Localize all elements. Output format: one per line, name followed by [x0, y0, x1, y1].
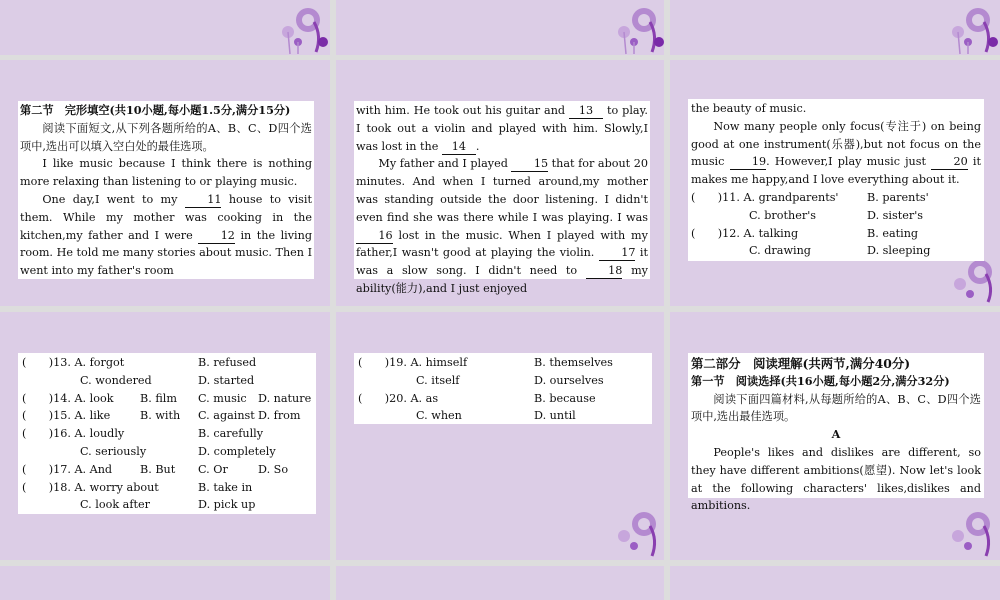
passage-paragraph: Now many people only focus(专注于) on being good at one instrument(乐器),but not focus on the music 19. However,I play music just 20 it makes me happy,and I love everything about it. — [691, 119, 981, 187]
option-a: ( )12. A. talking — [691, 226, 799, 240]
blank-11: 11 — [185, 193, 222, 208]
option-a: ( )14. A. look — [22, 391, 114, 405]
cloze-passage-part3 — [688, 99, 984, 261]
blank-12: 12 — [198, 229, 235, 244]
part-title: 第二部分 阅读理解(共两节,满分40分) — [691, 356, 911, 371]
passage-paragraph: People's likes and dislikes are different, so they have different ambitions(愿望). Now let's look at the following characters' likes,dislikes and ambitions. — [691, 445, 981, 513]
option-d: D. So — [258, 462, 289, 476]
question-13 — [22, 354, 312, 390]
option-d: D. ourselves — [534, 373, 604, 387]
blank-16: 16 — [356, 229, 393, 244]
blank-19: 19 — [730, 155, 767, 170]
question-12 — [691, 225, 981, 261]
option-d: D. pick up — [198, 498, 256, 512]
instruction-text: 阅读下面短文,从下列各题所给的A、B、C、D四个选项中,选出可以填入空白处的最佳选项。 — [20, 121, 312, 153]
option-b: B. But — [140, 462, 176, 476]
option-b: B. eating — [867, 226, 919, 240]
option-c: C. seriously — [80, 444, 147, 458]
option-d: D. sleeping — [867, 244, 931, 258]
option-a: ( )19. A. himself — [358, 356, 468, 369]
blank-17: 17 — [599, 246, 636, 261]
passage-letter: A — [831, 427, 841, 442]
option-d: D. nature — [258, 391, 312, 405]
option-b: B. carefully — [198, 427, 264, 441]
option-b: B. with — [140, 409, 181, 423]
option-c: C. brother's — [749, 208, 817, 222]
option-b: B. take in — [198, 480, 253, 494]
option-c: C. look after — [80, 498, 150, 512]
passage-paragraph: I like music because I think there is nothing more relaxing than listening to or playing music. — [20, 157, 312, 189]
blank-18: 18 — [586, 264, 623, 279]
slide-tile — [670, 566, 1000, 600]
option-d: D. sister's — [867, 208, 924, 222]
option-a: ( )17. A. And — [22, 462, 113, 476]
blank-15: 15 — [511, 157, 548, 172]
cloze-passage-part2 — [354, 101, 650, 295]
question-16 — [22, 425, 312, 461]
section-heading: 第二节 完形填空(共10小题,每小题1.5分,满分15分) — [20, 103, 291, 117]
slide-tile — [336, 566, 664, 600]
blank-14: 14 — [442, 140, 476, 155]
option-a: ( )16. A. loudly — [22, 427, 125, 441]
swirl-decoration-icon — [940, 254, 998, 304]
option-a: ( )18. A. worry about — [22, 480, 159, 494]
option-b: B. film — [140, 391, 177, 405]
question-list-13-18 — [18, 353, 316, 514]
option-c: C. music — [198, 391, 247, 405]
question-18 — [22, 479, 312, 515]
swirl-decoration-icon — [268, 2, 328, 54]
option-d: D. started — [198, 373, 255, 387]
option-c: C. Or — [198, 462, 228, 476]
option-d: D. until — [534, 409, 576, 423]
option-b: B. refused — [198, 356, 257, 369]
question-20 — [358, 390, 648, 426]
passage-paragraph: My father and I played 15 that for about 20 minutes. And when I turned around,my mother was standing outside the door listening. I didn't even find she was there while I was playing. I was 16 lost in the music. When I played with my father,I wasn't good at playing the violin. 17 it was a slow song. I didn't need to 18 my ability(能力),and I just enjoyed — [356, 157, 648, 295]
option-a: ( )20. A. as — [358, 391, 439, 405]
swirl-decoration-icon — [604, 506, 664, 558]
option-a: ( )15. A. like — [22, 409, 111, 423]
option-c: C. drawing — [749, 244, 811, 258]
option-a: ( )11. A. grandparents' — [691, 190, 839, 204]
instruction-text: 阅读下面四篇材料,从每题所给的A、B、C、D四个选项中,选出最佳选项。 — [691, 392, 981, 424]
question-17 — [22, 461, 312, 479]
option-a: ( )13. A. forgot — [22, 356, 125, 369]
swirl-decoration-icon — [938, 2, 998, 54]
option-b: B. parents' — [867, 190, 929, 204]
option-c: C. against — [198, 409, 255, 423]
slide-tile — [0, 566, 330, 600]
passage-paragraph: One day,I went to my 11 house to visit them. While my mother was cooking in the kitchen,my father and I were 12 in the living room. He told me many stories about music. Then I went into my father's room — [20, 192, 312, 278]
option-d: D. from — [258, 409, 301, 423]
question-15 — [22, 407, 312, 425]
option-c: C. itself — [416, 373, 460, 387]
question-19 — [358, 354, 648, 390]
option-b: B. themselves — [534, 356, 613, 369]
option-d: D. completely — [198, 444, 276, 458]
blank-20: 20 — [931, 155, 968, 170]
passage-paragraph: the beauty of music. — [691, 102, 807, 115]
option-c: C. when — [416, 409, 462, 423]
question-list-19-20 — [354, 353, 652, 424]
section-heading: 第一节 阅读选择(共16小题,每小题2分,满分32分) — [691, 373, 950, 388]
passage-paragraph: with him. He took out his guitar and 13 to play. I took out a violin and played with him. Slowly,I was lost in the 14 . — [356, 104, 648, 153]
question-11 — [691, 189, 981, 225]
question-14 — [22, 390, 312, 408]
option-c: C. wondered — [80, 373, 152, 387]
blank-13: 13 — [569, 104, 603, 119]
option-b: B. because — [534, 391, 596, 405]
swirl-decoration-icon — [604, 2, 664, 54]
cloze-passage-part1 — [18, 101, 314, 279]
reading-section-intro — [688, 353, 984, 513]
